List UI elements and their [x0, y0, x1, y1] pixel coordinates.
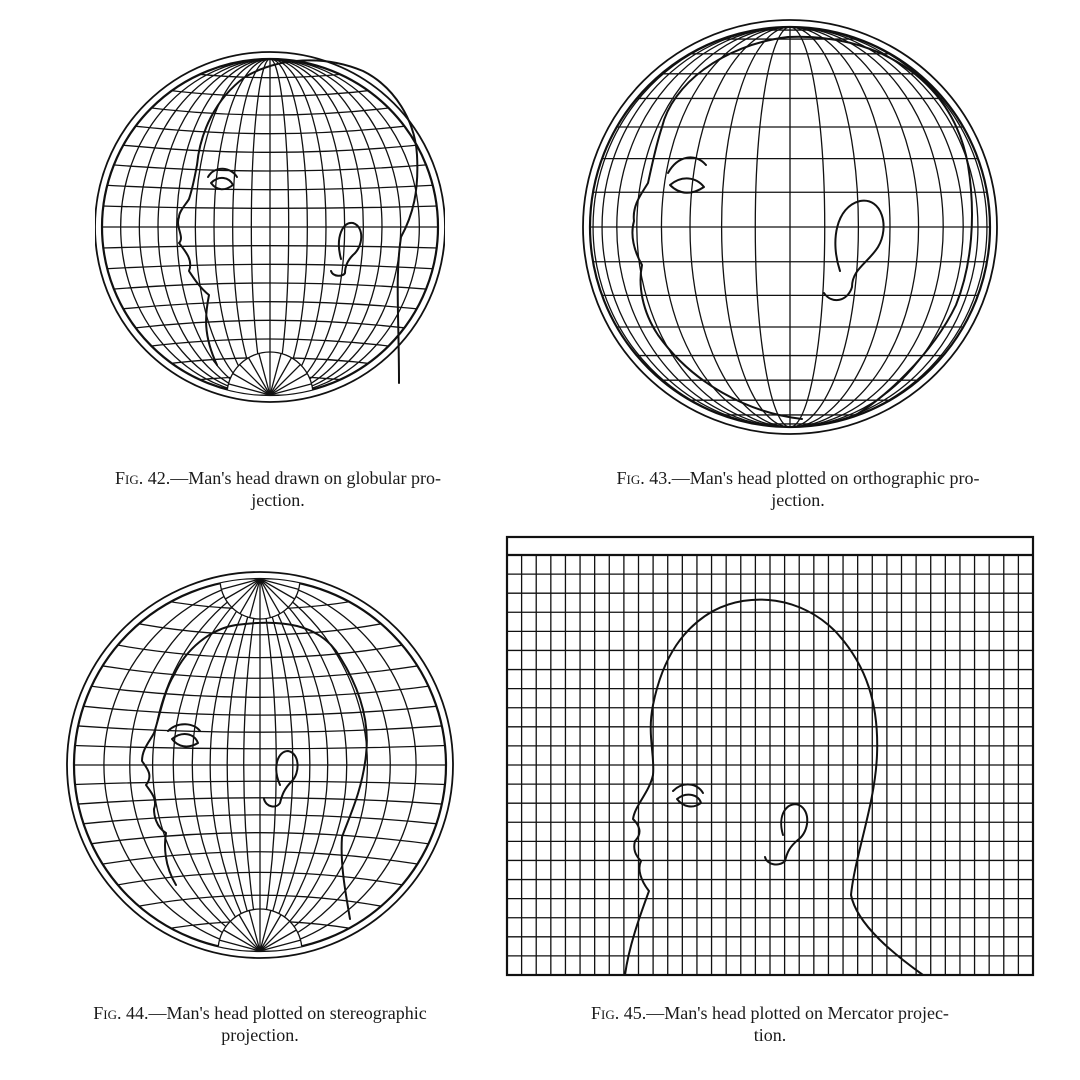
eye: [168, 724, 200, 746]
caption-fig45: [520, 1002, 1020, 1046]
caption-fig42: [38, 467, 518, 511]
ear: [331, 223, 361, 276]
fig44-label: Fig. 44.: [93, 1003, 149, 1023]
head-outline: [625, 600, 923, 975]
stereographic-graticule: [64, 575, 456, 956]
eye: [208, 169, 237, 190]
ear: [824, 201, 884, 300]
fig43-caption-cont: jection.: [771, 490, 825, 510]
caption-fig43: [548, 467, 1048, 511]
orthographic-projection-diagram: [572, 15, 1012, 435]
globular-graticule: [95, 57, 445, 397]
fig44-caption-cont: projection.: [221, 1025, 299, 1045]
fig45-label: Fig. 45.: [591, 1003, 647, 1023]
mercator-graticule: [507, 555, 1033, 975]
fig43-caption-text: —Man's head plotted on orthographic pro-: [671, 468, 980, 488]
stereographic-projection-diagram: [70, 565, 460, 965]
globular-projection-diagram: [95, 15, 445, 440]
ear: [765, 804, 807, 864]
fig45-caption-cont: tion.: [753, 1025, 787, 1045]
caption-fig44: [20, 1002, 500, 1046]
fig43-label: Fig. 43.: [616, 468, 672, 488]
fig42-caption-text: —Man's head drawn on globular pro-: [170, 468, 441, 488]
fig42-label: Fig. 42.: [115, 468, 171, 488]
fig45-caption-text: —Man's head plotted on Mercator projec-: [646, 1003, 949, 1023]
fig44-caption-text: —Man's head plotted on stereographic: [148, 1003, 427, 1023]
head-outline: [632, 37, 972, 419]
fig42-caption-cont: jection.: [251, 490, 305, 510]
eye: [668, 157, 706, 192]
mercator-projection-diagram: [505, 535, 1035, 977]
head-drawing: [625, 600, 923, 975]
head-drawing: [632, 37, 972, 419]
